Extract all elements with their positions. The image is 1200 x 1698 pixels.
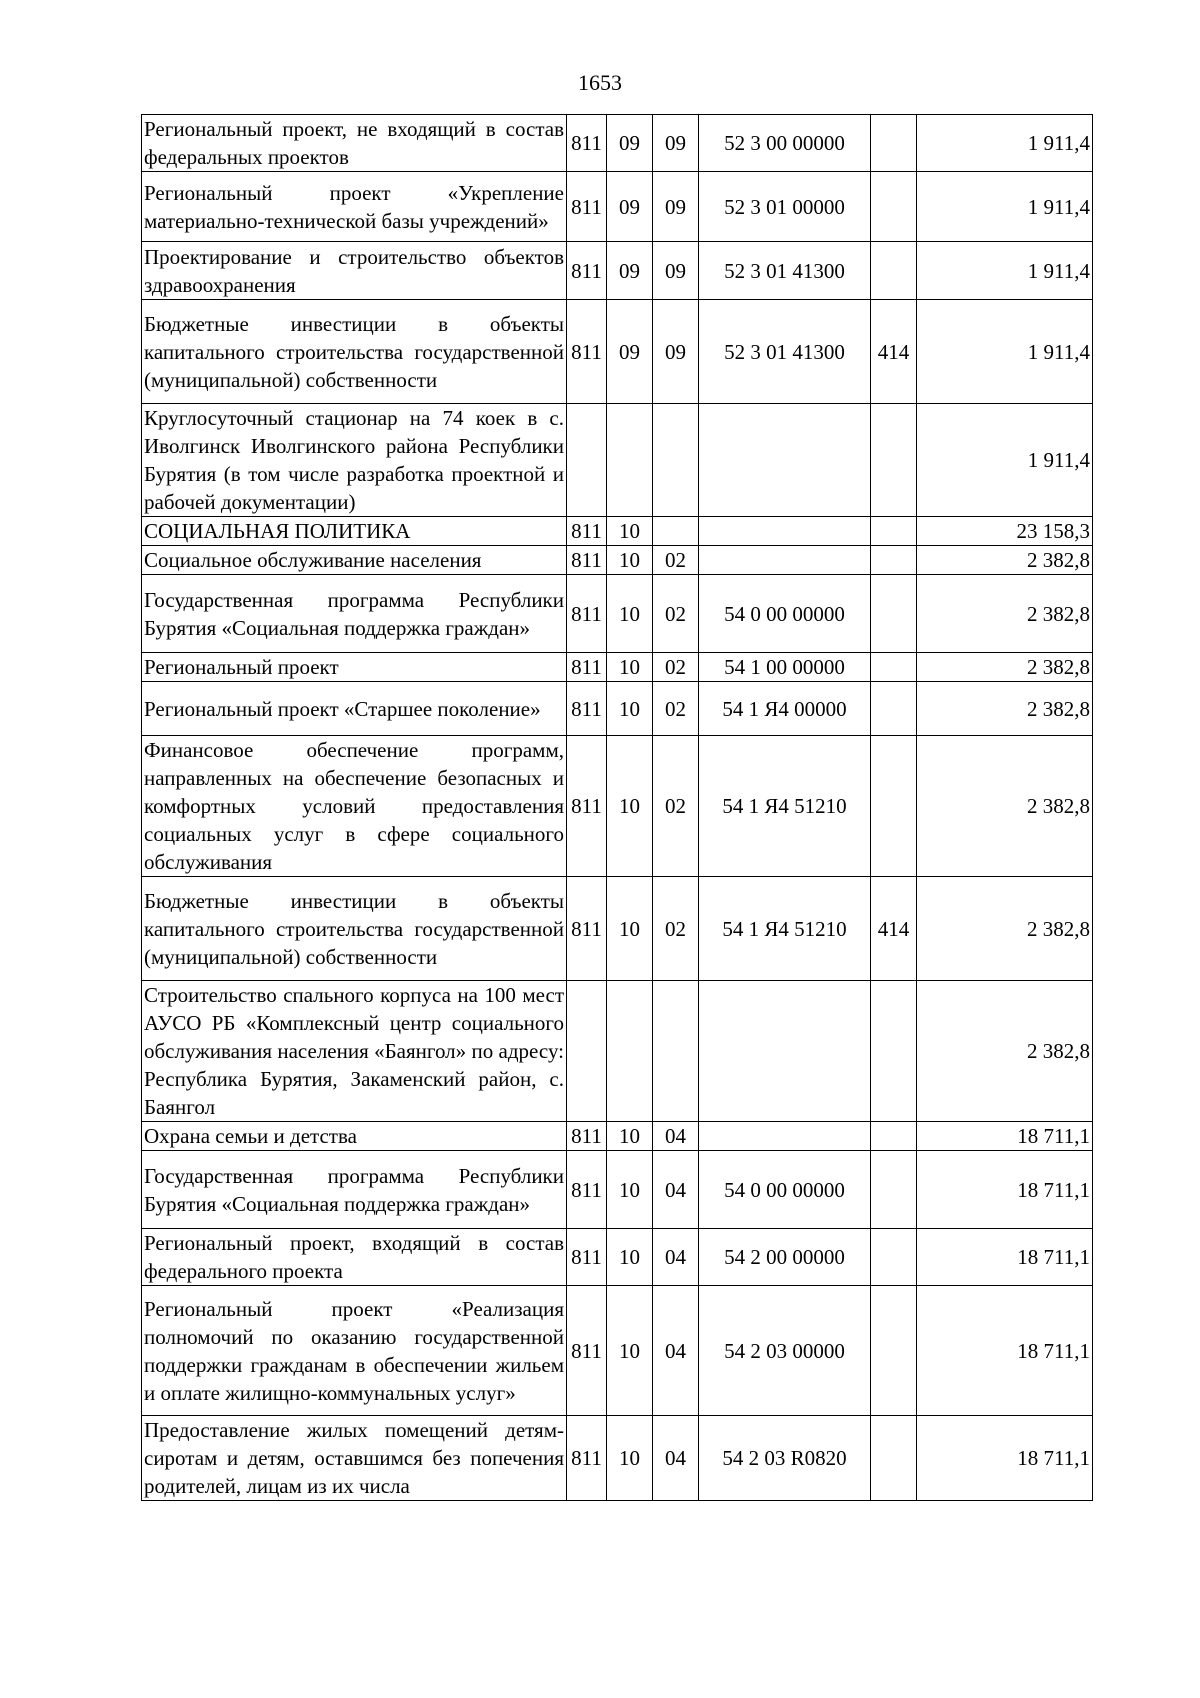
table-row (142, 546, 1093, 575)
target-article-cell: 52 3 01 41300 (699, 300, 871, 404)
subsection-code-cell: 02 (653, 653, 699, 682)
subsection-code-cell: 02 (653, 877, 699, 981)
section-code-cell: 09 (607, 242, 653, 300)
table-row (142, 1286, 1093, 1416)
table-row (142, 653, 1093, 682)
target-article-cell: 54 1 Я4 51210 (699, 736, 871, 877)
item-name-cell: Региональный проект (142, 653, 567, 682)
amount-cell: 1 911,4 (917, 115, 1093, 172)
expense-type-cell (871, 517, 917, 546)
table-row (142, 242, 1093, 300)
subsection-code-cell: 02 (653, 682, 699, 736)
expense-type-cell: 414 (871, 877, 917, 981)
section-code-cell (607, 981, 653, 1122)
item-name-cell: Региональный проект, входящий в состав федерального проекта (142, 1229, 567, 1286)
item-name-cell: Охрана семьи и детства (142, 1122, 567, 1151)
section-code-cell: 10 (607, 736, 653, 877)
item-name-cell: Бюджетные инвестиции в объекты капитального строительства государственной (муниципальной) собственности (142, 300, 567, 404)
section-code-cell: 10 (607, 575, 653, 653)
section-code-cell: 10 (607, 1229, 653, 1286)
ministry-code-cell: 811 (567, 115, 607, 172)
subsection-code-cell: 02 (653, 546, 699, 575)
item-name-cell: Государственная программа Республики Бурятия «Социальная поддержка граждан» (142, 575, 567, 653)
amount-cell: 1 911,4 (917, 242, 1093, 300)
target-article-cell (699, 404, 871, 517)
ministry-code-cell (567, 981, 607, 1122)
section-code-cell: 09 (607, 115, 653, 172)
item-name-cell: Государственная программа Республики Бурятия «Социальная поддержка граждан» (142, 1151, 567, 1229)
target-article-cell (699, 981, 871, 1122)
expense-type-cell (871, 653, 917, 682)
item-name-cell: Проектирование и строительство объектов здравоохранения (142, 242, 567, 300)
subsection-code-cell: 09 (653, 300, 699, 404)
expense-type-cell (871, 546, 917, 575)
target-article-cell: 54 2 03 R0820 (699, 1416, 871, 1501)
target-article-cell: 54 1 00 00000 (699, 653, 871, 682)
item-name-cell: Финансовое обеспечение программ, направленных на обеспечение безопасных и комфортных условий предоставления социальных услуг в сфере социального обслуживания (142, 736, 567, 877)
expense-type-cell (871, 1416, 917, 1501)
item-name-cell: Строительство спального корпуса на 100 мест АУСО РБ «Комплексный центр социального обслуживания населения «Баянгол» по адресу: Республика Бурятия, Закаменский район, с. Баянгол (142, 981, 567, 1122)
item-name-cell: СОЦИАЛЬНАЯ ПОЛИТИКА (142, 517, 567, 546)
table-row (142, 300, 1093, 404)
expense-type-cell (871, 1122, 917, 1151)
ministry-code-cell: 811 (567, 172, 607, 242)
item-name-cell: Региональный проект «Старшее поколение» (142, 682, 567, 736)
subsection-code-cell: 02 (653, 736, 699, 877)
ministry-code-cell: 811 (567, 1229, 607, 1286)
ministry-code-cell: 811 (567, 877, 607, 981)
item-name-cell: Бюджетные инвестиции в объекты капитального строительства государственной (муниципальной) собственности (142, 877, 567, 981)
section-code-cell: 10 (607, 682, 653, 736)
target-article-cell: 54 2 03 00000 (699, 1286, 871, 1416)
section-code-cell: 10 (607, 653, 653, 682)
subsection-code-cell: 04 (653, 1416, 699, 1501)
subsection-code-cell: 04 (653, 1286, 699, 1416)
subsection-code-cell: 04 (653, 1229, 699, 1286)
target-article-cell: 52 3 01 00000 (699, 172, 871, 242)
amount-cell: 2 382,8 (917, 877, 1093, 981)
ministry-code-cell (567, 404, 607, 517)
amount-cell: 18 711,1 (917, 1229, 1093, 1286)
table-row (142, 1416, 1093, 1501)
ministry-code-cell: 811 (567, 1416, 607, 1501)
table-row (142, 877, 1093, 981)
subsection-code-cell: 04 (653, 1122, 699, 1151)
table-row (142, 115, 1093, 172)
table-row (142, 1229, 1093, 1286)
section-code-cell: 10 (607, 877, 653, 981)
ministry-code-cell: 811 (567, 653, 607, 682)
expense-type-cell (871, 242, 917, 300)
item-name-cell: Круглосуточный стационар на 74 коек в с. Иволгинск Иволгинского района Республики Бурятия (в том числе разработка проектной и рабочей документации) (142, 404, 567, 517)
amount-cell: 18 711,1 (917, 1122, 1093, 1151)
expense-type-cell (871, 1229, 917, 1286)
amount-cell: 18 711,1 (917, 1151, 1093, 1229)
page-number: 1653 (578, 70, 622, 95)
ministry-code-cell: 811 (567, 546, 607, 575)
subsection-code-cell: 02 (653, 575, 699, 653)
table-row (142, 517, 1093, 546)
amount-cell: 2 382,8 (917, 546, 1093, 575)
ministry-code-cell: 811 (567, 242, 607, 300)
expense-type-cell (871, 404, 917, 517)
section-code-cell: 10 (607, 1416, 653, 1501)
amount-cell: 18 711,1 (917, 1286, 1093, 1416)
target-article-cell: 54 2 00 00000 (699, 1229, 871, 1286)
expense-type-cell (871, 1286, 917, 1416)
section-code-cell (607, 404, 653, 517)
subsection-code-cell: 04 (653, 1151, 699, 1229)
subsection-code-cell (653, 404, 699, 517)
ministry-code-cell: 811 (567, 1286, 607, 1416)
target-article-cell: 54 1 Я4 00000 (699, 682, 871, 736)
table-row (142, 1151, 1093, 1229)
subsection-code-cell: 09 (653, 242, 699, 300)
item-name-cell: Социальное обслуживание населения (142, 546, 567, 575)
section-code-cell: 10 (607, 1151, 653, 1229)
expense-type-cell (871, 981, 917, 1122)
target-article-cell: 54 0 00 00000 (699, 1151, 871, 1229)
expense-type-cell (871, 115, 917, 172)
ministry-code-cell: 811 (567, 1122, 607, 1151)
target-article-cell: 54 1 Я4 51210 (699, 877, 871, 981)
amount-cell: 23 158,3 (917, 517, 1093, 546)
table-body (142, 115, 1093, 1501)
target-article-cell (699, 546, 871, 575)
ministry-code-cell: 811 (567, 1151, 607, 1229)
subsection-code-cell (653, 517, 699, 546)
amount-cell: 2 382,8 (917, 736, 1093, 877)
amount-cell: 2 382,8 (917, 653, 1093, 682)
amount-cell: 1 911,4 (917, 300, 1093, 404)
subsection-code-cell (653, 981, 699, 1122)
ministry-code-cell: 811 (567, 300, 607, 404)
expense-type-cell (871, 172, 917, 242)
amount-cell: 1 911,4 (917, 172, 1093, 242)
table-row (142, 575, 1093, 653)
item-name-cell: Региональный проект «Реализация полномочий по оказанию государственной поддержки гражданам в обеспечении жильем и оплате жилищно-коммунальных услуг» (142, 1286, 567, 1416)
budget-table (141, 114, 1093, 1501)
amount-cell: 2 382,8 (917, 682, 1093, 736)
amount-cell: 2 382,8 (917, 575, 1093, 653)
subsection-code-cell: 09 (653, 172, 699, 242)
ministry-code-cell: 811 (567, 736, 607, 877)
ministry-code-cell: 811 (567, 517, 607, 546)
section-code-cell: 10 (607, 1122, 653, 1151)
target-article-cell: 52 3 01 41300 (699, 242, 871, 300)
amount-cell: 1 911,4 (917, 404, 1093, 517)
amount-cell: 18 711,1 (917, 1416, 1093, 1501)
table-row (142, 404, 1093, 517)
ministry-code-cell: 811 (567, 575, 607, 653)
section-code-cell: 10 (607, 517, 653, 546)
target-article-cell: 54 0 00 00000 (699, 575, 871, 653)
expense-type-cell (871, 1151, 917, 1229)
table-row (142, 682, 1093, 736)
section-code-cell: 09 (607, 300, 653, 404)
subsection-code-cell: 09 (653, 115, 699, 172)
expense-type-cell: 414 (871, 300, 917, 404)
target-article-cell (699, 1122, 871, 1151)
table-row (142, 736, 1093, 877)
expense-type-cell (871, 575, 917, 653)
expense-type-cell (871, 736, 917, 877)
expense-type-cell (871, 682, 917, 736)
section-code-cell: 10 (607, 1286, 653, 1416)
section-code-cell: 09 (607, 172, 653, 242)
ministry-code-cell: 811 (567, 682, 607, 736)
table-row (142, 172, 1093, 242)
item-name-cell: Региональный проект «Укрепление материально-технической базы учреждений» (142, 172, 567, 242)
amount-cell: 2 382,8 (917, 981, 1093, 1122)
table-row (142, 981, 1093, 1122)
section-code-cell: 10 (607, 546, 653, 575)
item-name-cell: Предоставление жилых помещений детям-сиротам и детям, оставшимся без попечения родителей, лицам из их числа (142, 1416, 567, 1501)
target-article-cell (699, 517, 871, 546)
table-row (142, 1122, 1093, 1151)
item-name-cell: Региональный проект, не входящий в состав федеральных проектов (142, 115, 567, 172)
target-article-cell: 52 3 00 00000 (699, 115, 871, 172)
